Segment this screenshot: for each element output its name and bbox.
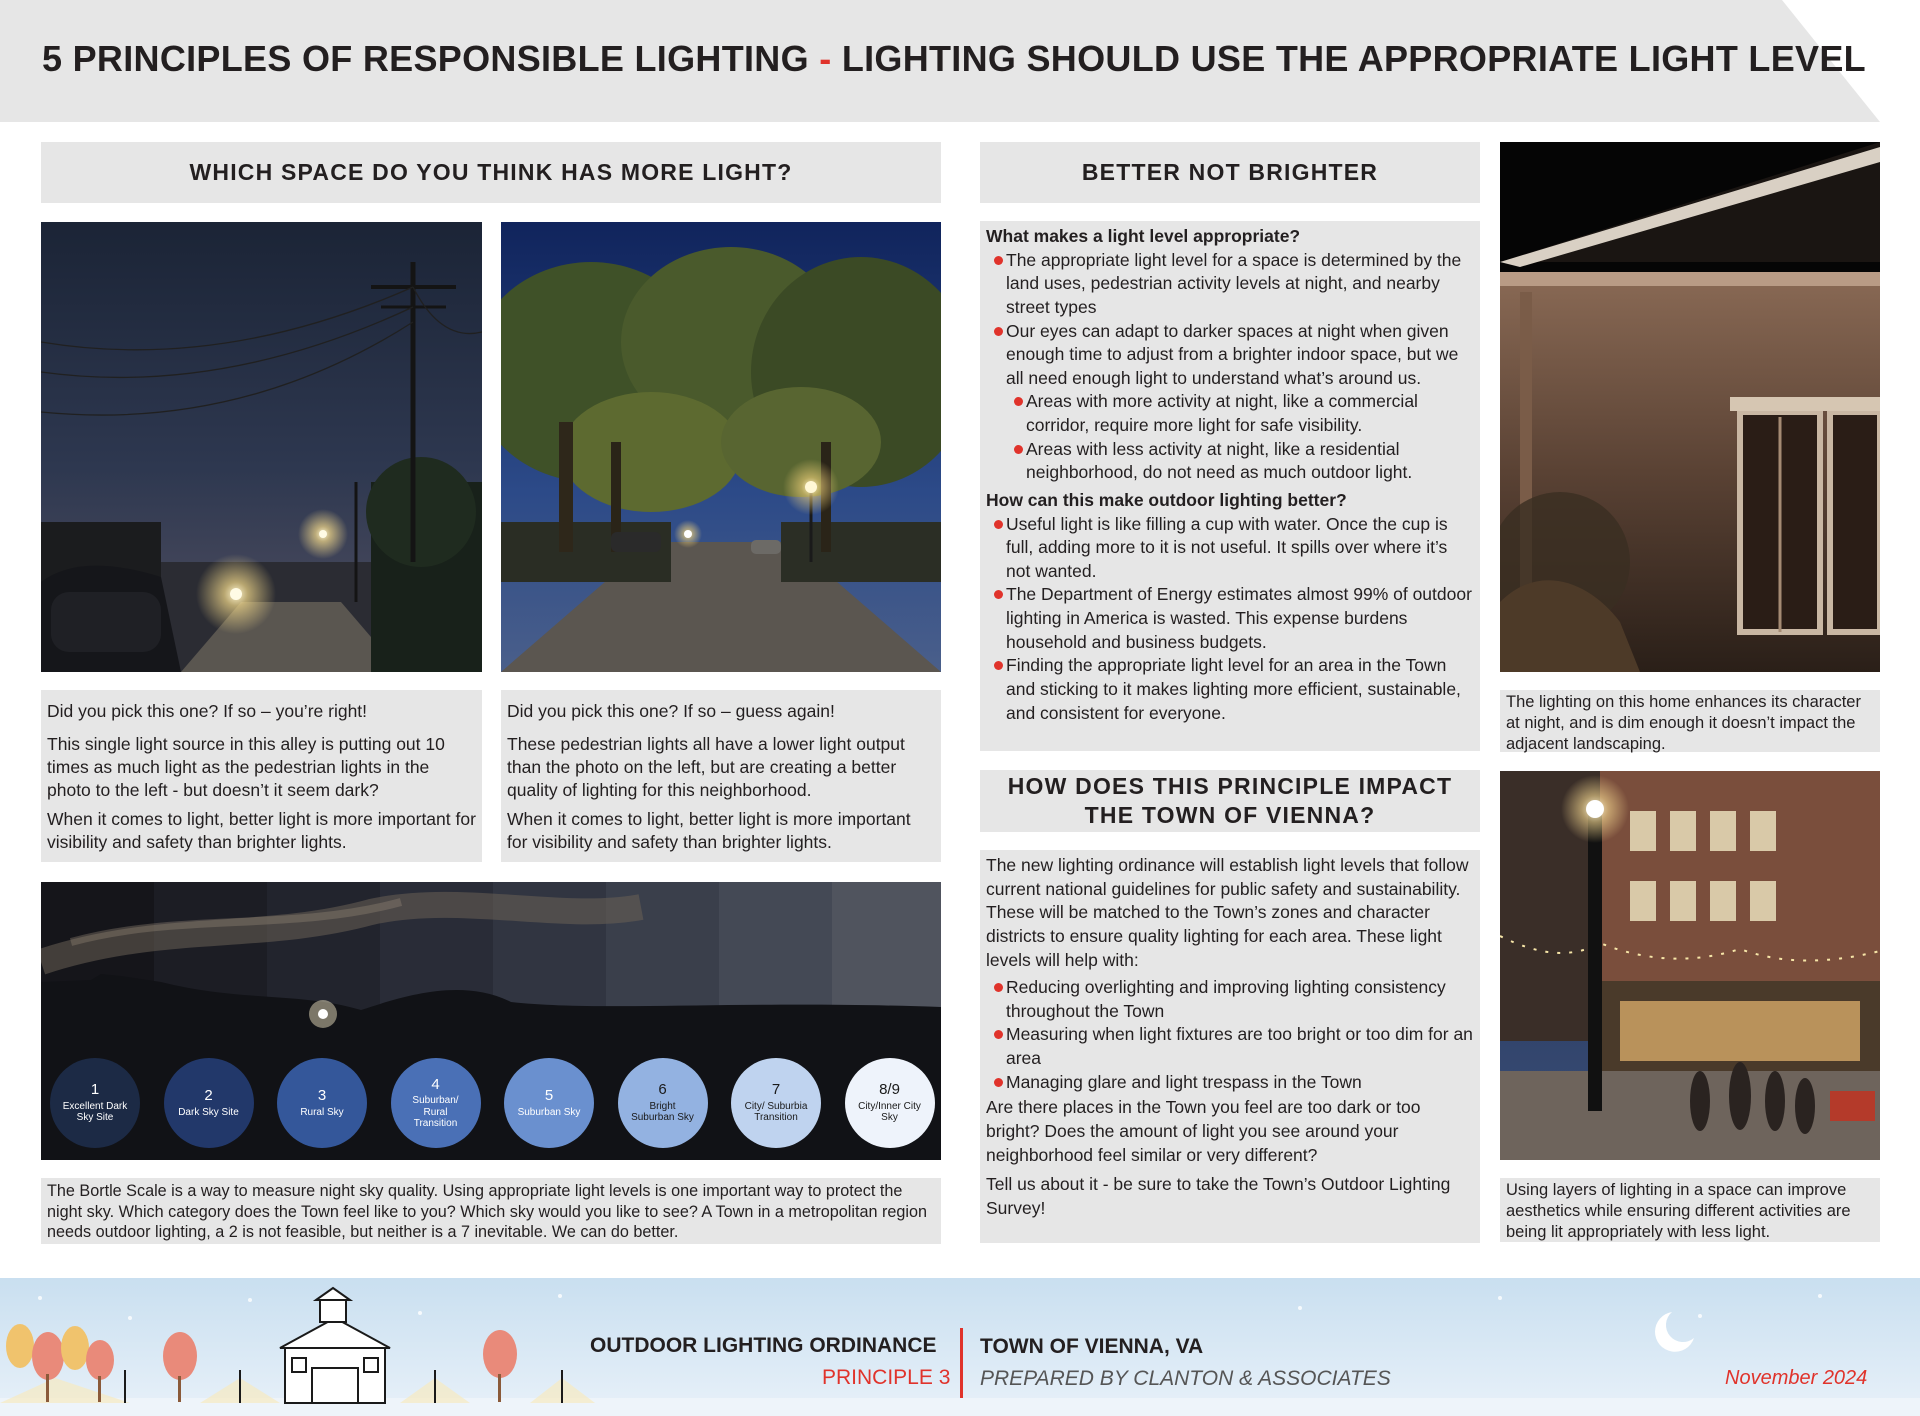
bortle-class-label: Bright Suburban Sky bbox=[631, 1100, 694, 1124]
bortle-caption bbox=[41, 1178, 941, 1244]
bullet-item: The appropriate light level for a space is determined by the land uses, pedestrian activity levels at night, and nearby street types bbox=[986, 249, 1474, 320]
bullet-item: Areas with less activity at night, like a residential neighborhood, do not need as much outdoor light. bbox=[986, 438, 1474, 485]
appropriate-level-list bbox=[986, 249, 1474, 485]
title-principles: 5 PRINCIPLES OF RESPONSIBLE LIGHTING bbox=[42, 38, 809, 79]
impact-header bbox=[980, 770, 1480, 832]
impact-intro: The new lighting ordinance will establish light levels that follow current national guidelines for public safety and sustainability. These will be matched to the Town’s zones and character districts to ensure quality lighting for each area. These light levels will help with: bbox=[986, 855, 1469, 970]
impact-header-text: HOW DOES THIS PRINCIPLE IMPACT THE TOWN OF VIENNA? bbox=[1007, 772, 1453, 828]
footer-prepared-by: PREPARED BY CLANTON & ASSOCIATES bbox=[980, 1367, 1391, 1390]
bortle-class-label: City/ Suburbia Transition bbox=[744, 1100, 808, 1124]
bortle-class-3 bbox=[277, 1058, 367, 1148]
bortle-caption-text: The Bortle Scale is a way to measure night sky quality. Using appropriate light levels is one important way to protect the night sky. Which category does the Town feel like to you? Which sky would you like to see? A Town in a metropolitan region needs outdoor lighting, a 2 is not feasible, but neither is a 7 inevitable. We can do better. bbox=[47, 1182, 927, 1242]
impact-question: Are there places in the Town you feel are too dark or too bright? Does the amount of light you see around your neighborhood feel similar or very different? bbox=[986, 1097, 1421, 1165]
bortle-class-5 bbox=[504, 1058, 594, 1148]
bortle-class-label: Dark Sky Site bbox=[178, 1106, 239, 1118]
footer-principle-number: PRINCIPLE 3 bbox=[822, 1366, 951, 1389]
street-caption-conclusion: When it comes to light, better light is more important for visibility and safety than brighter lights. bbox=[507, 809, 911, 853]
lit-home-caption-text: The lighting on this home enhances its character at night, and is dim enough it doesn’t impact the adjacent landscaping. bbox=[1506, 693, 1861, 753]
bortle-class-number: 8/9 bbox=[879, 1081, 900, 1099]
footer-divider bbox=[960, 1328, 963, 1398]
alley-caption-text: This single light source in this alley is putting out 10 times as much light as the pedestrian lights in the photo to the left - but doesn’t it seem dark? bbox=[47, 734, 445, 801]
street-caption bbox=[501, 690, 941, 862]
which-space-header bbox=[41, 142, 941, 203]
outdoor-lighting-better-list bbox=[986, 513, 1474, 726]
better-not-brighter-body bbox=[980, 221, 1480, 751]
title-separator: - bbox=[819, 38, 832, 79]
alley-caption-lead: Did you pick this one? If so – you’re right! bbox=[47, 701, 368, 721]
bortle-class-label: Suburban Sky bbox=[517, 1106, 581, 1118]
bortle-class-8 bbox=[845, 1058, 935, 1148]
bortle-class-7 bbox=[731, 1058, 821, 1148]
bortle-class-number: 5 bbox=[544, 1087, 554, 1104]
title-bar bbox=[0, 0, 1880, 122]
layered-lighting-caption bbox=[1500, 1178, 1880, 1242]
street-photo bbox=[501, 222, 941, 672]
bullet-item: Useful light is like filling a cup with water. Once the cup is full, adding more to it is not useful. It spills over where it’s not wanted. bbox=[986, 513, 1474, 584]
bortle-class-number: 7 bbox=[771, 1081, 781, 1099]
better-not-brighter-header-text: BETTER NOT BRIGHTER bbox=[1081, 158, 1379, 185]
footer bbox=[0, 1278, 1920, 1416]
bortle-class-label: City/Inner City Sky bbox=[858, 1100, 921, 1124]
bortle-class-label: Suburban/ Rural Transition bbox=[412, 1095, 459, 1129]
footer-town-name: TOWN OF VIENNA, VA bbox=[980, 1335, 1204, 1358]
bortle-scale-image bbox=[41, 882, 941, 1160]
bullet-item: Finding the appropriate light level for an area in the Town and sticking to it makes lighting more efficient, sustainable, and consistent for everyone. bbox=[986, 654, 1474, 725]
survey-call-to-action: Tell us about it - be sure to take the Town’s Outdoor Lighting Survey! bbox=[986, 1174, 1451, 1218]
bortle-class-number: 2 bbox=[204, 1087, 213, 1104]
bullet-item: Our eyes can adapt to darker spaces at night when given enough time to adjust from a brighter indoor space, but we all need enough light to understand what’s around us. bbox=[986, 320, 1474, 391]
alley-caption-conclusion: When it comes to light, better light is more important for visibility and safety than brighter lights. bbox=[47, 809, 476, 853]
bullet-item: Measuring when light fixtures are too bright or too dim for an area bbox=[986, 1023, 1474, 1070]
bortle-class-4 bbox=[391, 1058, 481, 1148]
bortle-class-2 bbox=[164, 1058, 254, 1148]
impact-list bbox=[986, 976, 1474, 1094]
lit-home-photo bbox=[1500, 142, 1880, 672]
page-title bbox=[42, 38, 1866, 80]
alley-photo bbox=[41, 222, 482, 672]
layered-lighting-caption-text: Using layers of lighting in a space can improve aesthetics while ensuring different activities are being lit appropriately with less light. bbox=[1506, 1181, 1851, 1241]
street-caption-lead: Did you pick this one? If so – guess again! bbox=[507, 701, 835, 721]
bortle-class-label: Rural Sky bbox=[300, 1106, 344, 1118]
better-not-brighter-header bbox=[980, 142, 1480, 203]
which-space-header-text: WHICH SPACE DO YOU THINK HAS MORE LIGHT? bbox=[189, 158, 793, 185]
bullet-item: Areas with more activity at night, like a commercial corridor, require more light for safe visibility. bbox=[986, 390, 1474, 437]
bortle-class-label: Excellent Dark Sky Site bbox=[62, 1100, 128, 1124]
question-outdoor-lighting-better: How can this make outdoor lighting better? bbox=[986, 489, 1347, 510]
bullet-item: Reducing overlighting and improving lighting consistency throughout the Town bbox=[986, 976, 1474, 1023]
question-appropriate-level: What makes a light level appropriate? bbox=[986, 226, 1301, 246]
footer-date: November 2024 bbox=[1725, 1367, 1868, 1389]
impact-body bbox=[980, 850, 1480, 1243]
bortle-class-number: 3 bbox=[317, 1087, 327, 1104]
title-principle-name: LIGHTING SHOULD USE THE APPROPRIATE LIGHT LEVEL bbox=[841, 38, 1866, 79]
footer-ordinance-title: OUTDOOR LIGHTING ORDINANCE bbox=[590, 1334, 937, 1357]
layered-lighting-photo bbox=[1500, 771, 1880, 1160]
bullet-item: The Department of Energy estimates almost 99% of outdoor lighting in America is wasted. This expense burdens household and business budgets. bbox=[986, 583, 1474, 654]
bortle-class-number: 1 bbox=[90, 1081, 100, 1099]
bortle-class-number: 4 bbox=[431, 1075, 440, 1093]
lit-home-caption bbox=[1500, 690, 1880, 752]
alley-caption bbox=[41, 690, 482, 862]
street-caption-text: These pedestrian lights all have a lower light output than the photo on the left, but are creating a better quality of lighting for this neighborhood. bbox=[507, 734, 905, 801]
bortle-class-6 bbox=[618, 1058, 708, 1148]
bortle-class-1 bbox=[50, 1058, 140, 1148]
bortle-class-number: 6 bbox=[658, 1081, 667, 1099]
bullet-item: Managing glare and light trespass in the Town bbox=[986, 1071, 1474, 1095]
